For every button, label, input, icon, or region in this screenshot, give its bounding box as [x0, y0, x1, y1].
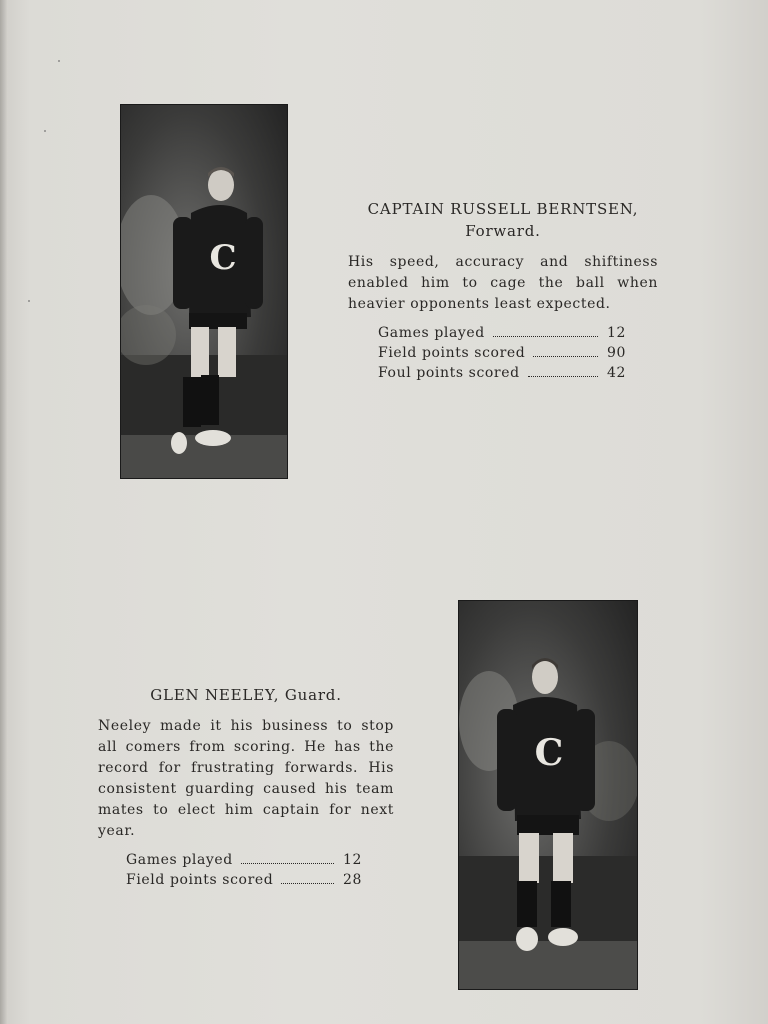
dot-leader	[493, 336, 598, 337]
stat-row	[378, 343, 626, 363]
stat-value: 12	[606, 325, 626, 341]
stat-label: Field points scored	[378, 345, 526, 361]
stat-value: 42	[606, 365, 626, 381]
stat-value: 28	[342, 872, 362, 888]
stat-row	[126, 870, 362, 890]
page-binding-edge	[0, 0, 8, 1024]
stat-label: Foul points scored	[378, 365, 520, 381]
stat-value: 12	[342, 852, 362, 868]
player-description: His speed, accuracy and shiftiness enabled him to cage the ball when heavier opponents least expected.	[348, 254, 658, 312]
stat-label: Games played	[378, 325, 485, 341]
stat-label: Field points scored	[126, 872, 274, 888]
player-stats	[126, 850, 362, 890]
player-description: Neeley made it his business to stop all comers from scoring. He has the record for frustrating forwards. His consistent guarding caused his team mates to elect him captain for next year.	[98, 718, 394, 839]
player-name-heading: CAPTAIN RUSSELL BERNTSEN,	[367, 200, 639, 218]
stat-value: 90	[606, 345, 626, 361]
dot-leader	[528, 376, 598, 377]
stat-row	[126, 850, 362, 870]
paper-speck	[58, 60, 60, 62]
dot-leader	[241, 863, 334, 864]
dot-leader	[533, 356, 598, 357]
player-stats	[378, 323, 626, 383]
player-entry-neeley	[98, 684, 394, 890]
stat-row	[378, 363, 626, 383]
player-name-heading: GLEN NEELEY, Guard.	[150, 686, 342, 704]
paper-speck	[44, 130, 46, 132]
paper-speck	[28, 300, 30, 302]
stat-row	[378, 323, 626, 343]
player-photo-neeley	[458, 600, 638, 990]
jersey-letter: C	[534, 732, 564, 774]
player-position: Forward.	[465, 222, 541, 240]
stat-label: Games played	[126, 852, 233, 868]
player-photo-berntsen	[120, 104, 288, 479]
jersey-letter: C	[209, 238, 237, 278]
player-entry-berntsen	[348, 198, 658, 383]
dot-leader	[281, 883, 334, 884]
